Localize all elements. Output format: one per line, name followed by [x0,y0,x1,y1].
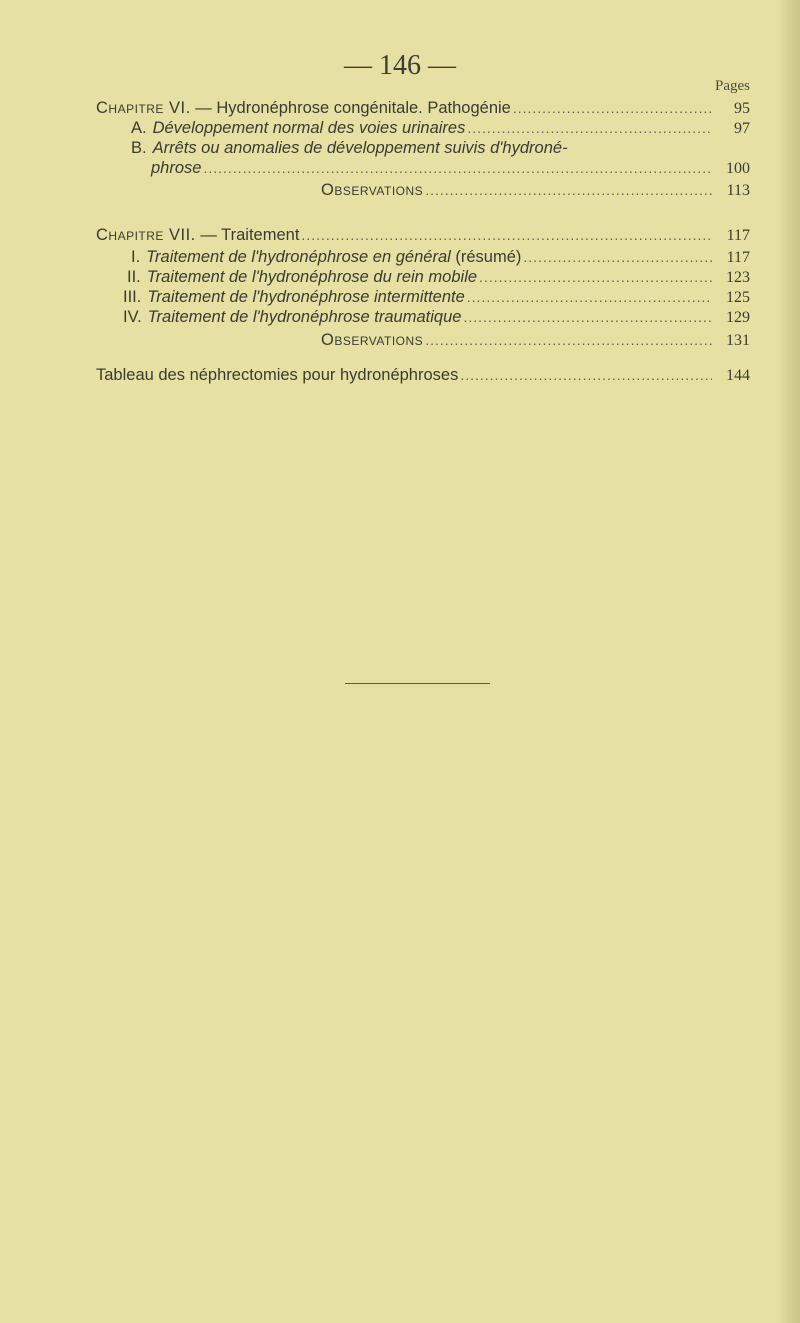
entry-title: Arrêts ou anomalies de développement suivis d'hydroné- [152,139,568,157]
dot-leader [513,98,712,118]
observations-label: Observations [321,181,424,199]
tableau-title: Tableau des néphrectomies pour hydronéphroses [96,366,459,384]
entry-title: Traitement de l'hydronéphrose traumatique [147,308,462,326]
toc-observations-7[interactable] [321,330,750,351]
toc-chapter-6[interactable] [96,98,750,119]
page-edge-shadow [778,0,800,1323]
closing-rule [345,683,490,684]
entry-label: IV. [123,308,142,326]
entry-label: B. [131,139,147,157]
page-number: — 146 — [344,50,456,81]
chapter-label: Chapitre VII. [96,226,196,244]
toc-chapter-7[interactable] [96,225,750,246]
dot-leader [523,247,712,267]
page-ref: 117 [726,227,750,244]
page-ref: 95 [734,100,750,117]
toc-entry-7-i[interactable] [131,247,750,268]
entry-title: Traitement de l'hydronéphrose intermittente [147,288,465,306]
dot-leader [463,307,712,327]
dot-leader [203,158,712,178]
toc-observations-6[interactable] [321,180,750,201]
page-ref: 97 [734,120,750,137]
dot-leader [479,267,712,287]
entry-label: I. [131,248,141,266]
entry-title: Développement normal des voies urinaires [152,119,466,137]
toc-entry-7-iii[interactable] [123,287,750,308]
chapter-label: Chapitre VI. [96,99,191,117]
toc-entry-6b-cont[interactable] [151,158,750,179]
page-ref: 129 [726,309,750,326]
dot-leader [425,330,712,350]
dash: — [200,226,217,244]
dot-leader [425,180,712,200]
page-ref: 113 [726,182,750,199]
page-ref: 131 [726,332,750,349]
dot-leader [467,118,712,138]
toc-entry-7-iv[interactable] [123,307,750,328]
chapter-title: Traitement [221,226,300,244]
dot-leader [467,287,712,307]
observations-label: Observations [321,331,424,349]
pages-column-label: Pages [715,78,750,94]
page-ref: 100 [726,160,750,177]
page-ref: 144 [726,367,750,384]
toc-entry-6a[interactable] [131,118,750,139]
entry-suffix: (résumé) [455,248,522,266]
entry-title: Traitement de l'hydronéphrose du rein mobile [146,268,478,286]
entry-title-continued: phrose [151,159,202,177]
toc-entry-6b[interactable] [131,138,750,158]
entry-label: II. [127,268,141,286]
entry-label: A. [131,119,147,137]
page-ref: 125 [726,289,750,306]
entry-label: III. [123,288,142,306]
dot-leader [301,225,712,245]
page-ref: 117 [726,249,750,266]
page-ref: 123 [726,269,750,286]
entry-title: Traitement de l'hydronéphrose en général [146,248,451,266]
chapter-title: Hydronéphrose congénitale. Pathogénie [216,99,511,117]
toc-entry-7-ii[interactable] [127,267,750,288]
toc-tableau[interactable] [96,365,750,386]
dot-leader [460,365,712,385]
dash: — [195,99,212,117]
